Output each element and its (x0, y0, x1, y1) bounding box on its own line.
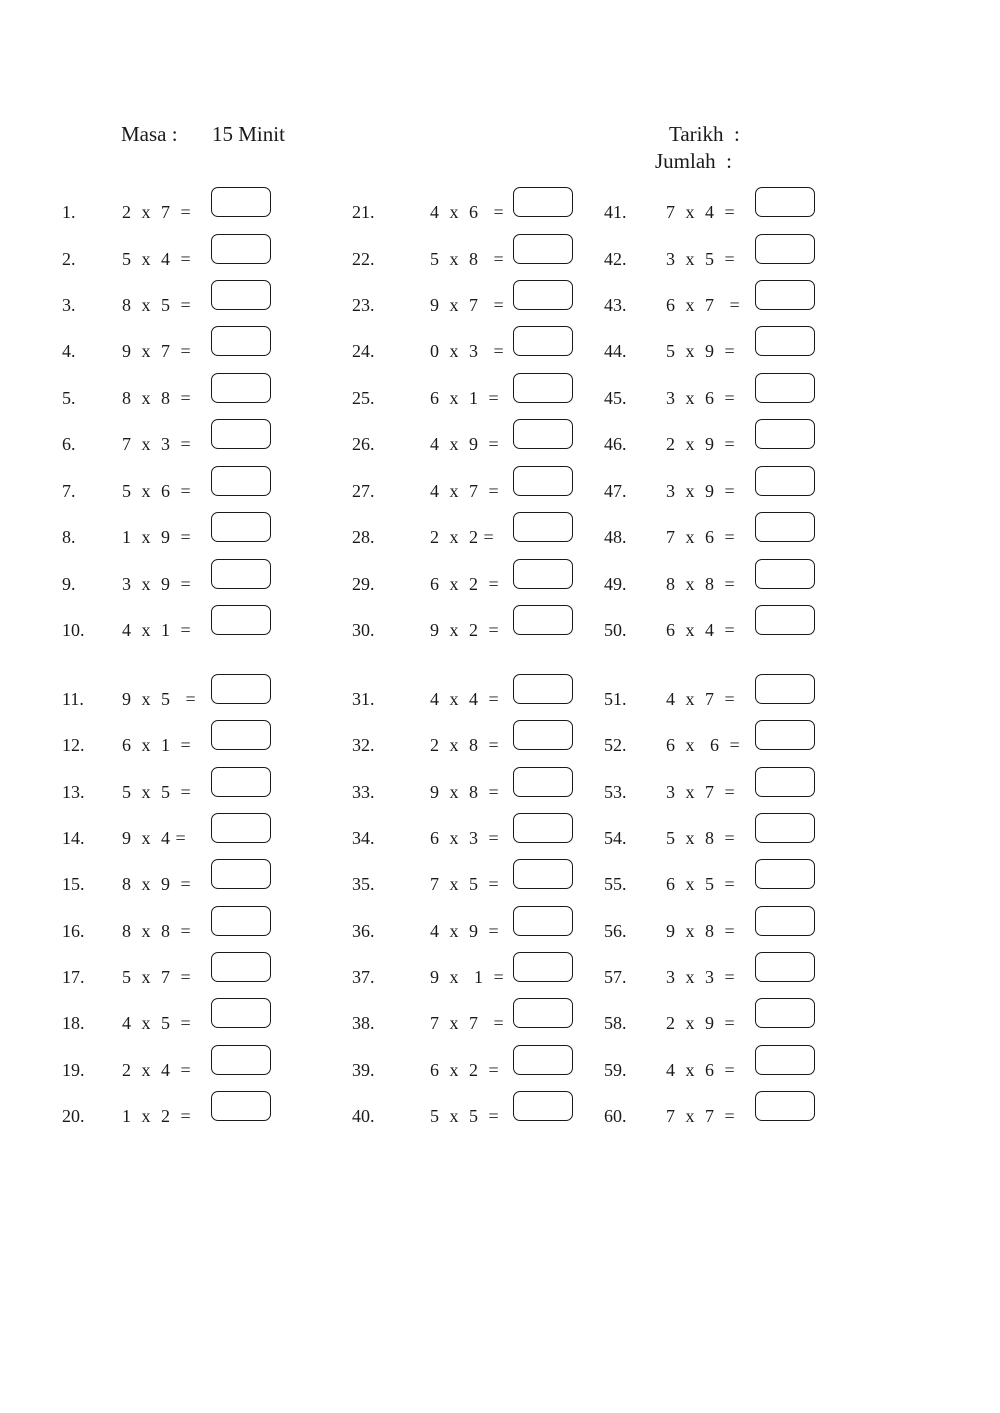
answer-box[interactable] (755, 559, 815, 589)
problem-number: 8. (62, 527, 76, 547)
answer-box[interactable] (755, 466, 815, 496)
multiplication-expression: 2 x 8 = (430, 735, 500, 755)
multiplication-expression: 7 x 7 = (666, 1106, 736, 1126)
answer-box[interactable] (755, 952, 815, 982)
multiplication-expression: 4 x 6 = (666, 1060, 736, 1080)
multiplication-expression: 5 x 8 = (430, 249, 505, 269)
problem-number: 23. (352, 295, 375, 315)
problem-number: 55. (604, 874, 627, 894)
problem-number: 6. (62, 434, 76, 454)
multiplication-expression: 9 x 7 = (122, 341, 192, 361)
multiplication-expression: 4 x 6 = (430, 202, 505, 222)
problem-number: 42. (604, 249, 627, 269)
problem-number: 11. (62, 689, 84, 709)
problem-number: 32. (352, 735, 375, 755)
problem-number: 57. (604, 967, 627, 987)
answer-box[interactable] (755, 720, 815, 750)
multiplication-expression: 5 x 5 = (122, 782, 192, 802)
problem-number: 15. (62, 874, 85, 894)
multiplication-expression: 7 x 7 = (430, 1013, 505, 1033)
problem-number: 59. (604, 1060, 627, 1080)
multiplication-expression: 9 x 7 = (430, 295, 505, 315)
multiplication-expression: 4 x 9 = (430, 921, 500, 941)
problem-number: 7. (62, 481, 76, 501)
multiplication-expression: 8 x 8 = (666, 574, 736, 594)
answer-box[interactable] (755, 767, 815, 797)
problem-number: 48. (604, 527, 627, 547)
problem-number: 50. (604, 620, 627, 640)
answer-box[interactable] (755, 234, 815, 264)
answer-box[interactable] (755, 674, 815, 704)
problem-number: 9. (62, 574, 76, 594)
answer-box[interactable] (755, 326, 815, 356)
problem-number: 60. (604, 1106, 627, 1126)
multiplication-expression: 7 x 6 = (666, 527, 736, 547)
problem-number: 13. (62, 782, 85, 802)
problem-number: 16. (62, 921, 85, 941)
multiplication-expression: 4 x 5 = (122, 1013, 192, 1033)
problem-number: 52. (604, 735, 627, 755)
problem-number: 12. (62, 735, 85, 755)
problem-number: 22. (352, 249, 375, 269)
problem-number: 39. (352, 1060, 375, 1080)
problem-number: 46. (604, 434, 627, 454)
multiplication-expression: 6 x 2 = (430, 1060, 500, 1080)
problem-number: 29. (352, 574, 375, 594)
problem-number: 1. (62, 202, 76, 222)
problem-number: 33. (352, 782, 375, 802)
problem-number: 19. (62, 1060, 85, 1080)
multiplication-expression: 4 x 7 = (430, 481, 500, 501)
problem-number: 43. (604, 295, 627, 315)
multiplication-expression: 4 x 1 = (122, 620, 192, 640)
problem-number: 17. (62, 967, 85, 987)
problem-number: 36. (352, 921, 375, 941)
multiplication-expression: 9 x 5 = (122, 689, 197, 709)
multiplication-expression: 4 x 7 = (666, 689, 736, 709)
problem-number: 58. (604, 1013, 627, 1033)
multiplication-expression: 5 x 6 = (122, 481, 192, 501)
answer-box[interactable] (755, 419, 815, 449)
problem-number: 41. (604, 202, 627, 222)
problem-number: 25. (352, 388, 375, 408)
multiplication-expression: 9 x 2 = (430, 620, 500, 640)
problem-number: 34. (352, 828, 375, 848)
answer-box[interactable] (755, 1091, 815, 1121)
multiplication-expression: 9 x 8 = (666, 921, 736, 941)
multiplication-expression: 5 x 7 = (122, 967, 192, 987)
problem-number: 20. (62, 1106, 85, 1126)
answer-box[interactable] (755, 1045, 815, 1075)
problem-number: 5. (62, 388, 76, 408)
multiplication-expression: 6 x 7 = (666, 295, 741, 315)
multiplication-expression: 8 x 9 = (122, 874, 192, 894)
multiplication-expression: 3 x 9 = (666, 481, 736, 501)
problem-number: 45. (604, 388, 627, 408)
multiplication-expression: 9 x 4 = (122, 828, 187, 848)
multiplication-expression: 3 x 3 = (666, 967, 736, 987)
multiplication-expression: 6 x 4 = (666, 620, 736, 640)
answer-box[interactable] (755, 373, 815, 403)
jumlah-label: Jumlah : (655, 149, 732, 173)
problem-number: 14. (62, 828, 85, 848)
multiplication-expression: 7 x 5 = (430, 874, 500, 894)
multiplication-expression: 2 x 9 = (666, 434, 736, 454)
problem-number: 35. (352, 874, 375, 894)
multiplication-expression: 7 x 4 = (666, 202, 736, 222)
problem-number: 27. (352, 481, 375, 501)
multiplication-expression: 6 x 1 = (122, 735, 192, 755)
multiplication-expression: 6 x 3 = (430, 828, 500, 848)
masa-label: Masa : (121, 122, 178, 146)
problem-number: 18. (62, 1013, 85, 1033)
multiplication-expression: 2 x 4 = (122, 1060, 192, 1080)
answer-box[interactable] (755, 512, 815, 542)
multiplication-expression: 2 x 9 = (666, 1013, 736, 1033)
multiplication-expression: 6 x 5 = (666, 874, 736, 894)
problem-number: 44. (604, 341, 627, 361)
problem-number: 37. (352, 967, 375, 987)
multiplication-expression: 2 x 2 = (430, 527, 495, 547)
multiplication-expression: 3 x 7 = (666, 782, 736, 802)
problem-number: 51. (604, 689, 627, 709)
multiplication-expression: 3 x 5 = (666, 249, 736, 269)
problem-number: 47. (604, 481, 627, 501)
multiplication-expression: 2 x 7 = (122, 202, 192, 222)
multiplication-expression: 3 x 6 = (666, 388, 736, 408)
masa-value: 15 Minit (212, 122, 285, 146)
multiplication-expression: 7 x 3 = (122, 434, 192, 454)
answer-box[interactable] (755, 280, 815, 310)
problem-number: 38. (352, 1013, 375, 1033)
multiplication-expression: 8 x 8 = (122, 921, 192, 941)
problem-number: 10. (62, 620, 85, 640)
multiplication-expression: 9 x 8 = (430, 782, 500, 802)
problem-number: 26. (352, 434, 375, 454)
multiplication-expression: 5 x 5 = (430, 1106, 500, 1126)
problem-number: 2. (62, 249, 76, 269)
multiplication-expression: 4 x 4 = (430, 689, 500, 709)
problem-number: 54. (604, 828, 627, 848)
multiplication-expression: 6 x 2 = (430, 574, 500, 594)
problem-number: 49. (604, 574, 627, 594)
multiplication-expression: 5 x 9 = (666, 341, 736, 361)
problem-number: 56. (604, 921, 627, 941)
multiplication-expression: 0 x 3 = (430, 341, 505, 361)
multiplication-expression: 8 x 5 = (122, 295, 192, 315)
answer-box[interactable] (755, 813, 815, 843)
answer-box[interactable] (755, 998, 815, 1028)
problem-number: 30. (352, 620, 375, 640)
problem-number: 24. (352, 341, 375, 361)
problem-number: 40. (352, 1106, 375, 1126)
multiplication-expression: 5 x 8 = (666, 828, 736, 848)
answer-box[interactable] (755, 605, 815, 635)
answer-box[interactable] (755, 859, 815, 889)
problem-number: 4. (62, 341, 76, 361)
multiplication-expression: 6 x 1 = (430, 388, 500, 408)
multiplication-expression: 1 x 9 = (122, 527, 192, 547)
answer-box[interactable] (755, 906, 815, 936)
multiplication-expression: 9 x 1 = (430, 967, 505, 987)
problem-number: 3. (62, 295, 76, 315)
problem-number: 53. (604, 782, 627, 802)
problem-number: 31. (352, 689, 375, 709)
multiplication-expression: 4 x 9 = (430, 434, 500, 454)
answer-box[interactable] (755, 187, 815, 217)
multiplication-expression: 5 x 4 = (122, 249, 192, 269)
problem-number: 21. (352, 202, 375, 222)
multiplication-expression: 3 x 9 = (122, 574, 192, 594)
problem-number: 28. (352, 527, 375, 547)
multiplication-expression: 6 x 6 = (666, 735, 741, 755)
multiplication-expression: 1 x 2 = (122, 1106, 192, 1126)
tarikh-label: Tarikh : (669, 122, 740, 146)
multiplication-expression: 8 x 8 = (122, 388, 192, 408)
